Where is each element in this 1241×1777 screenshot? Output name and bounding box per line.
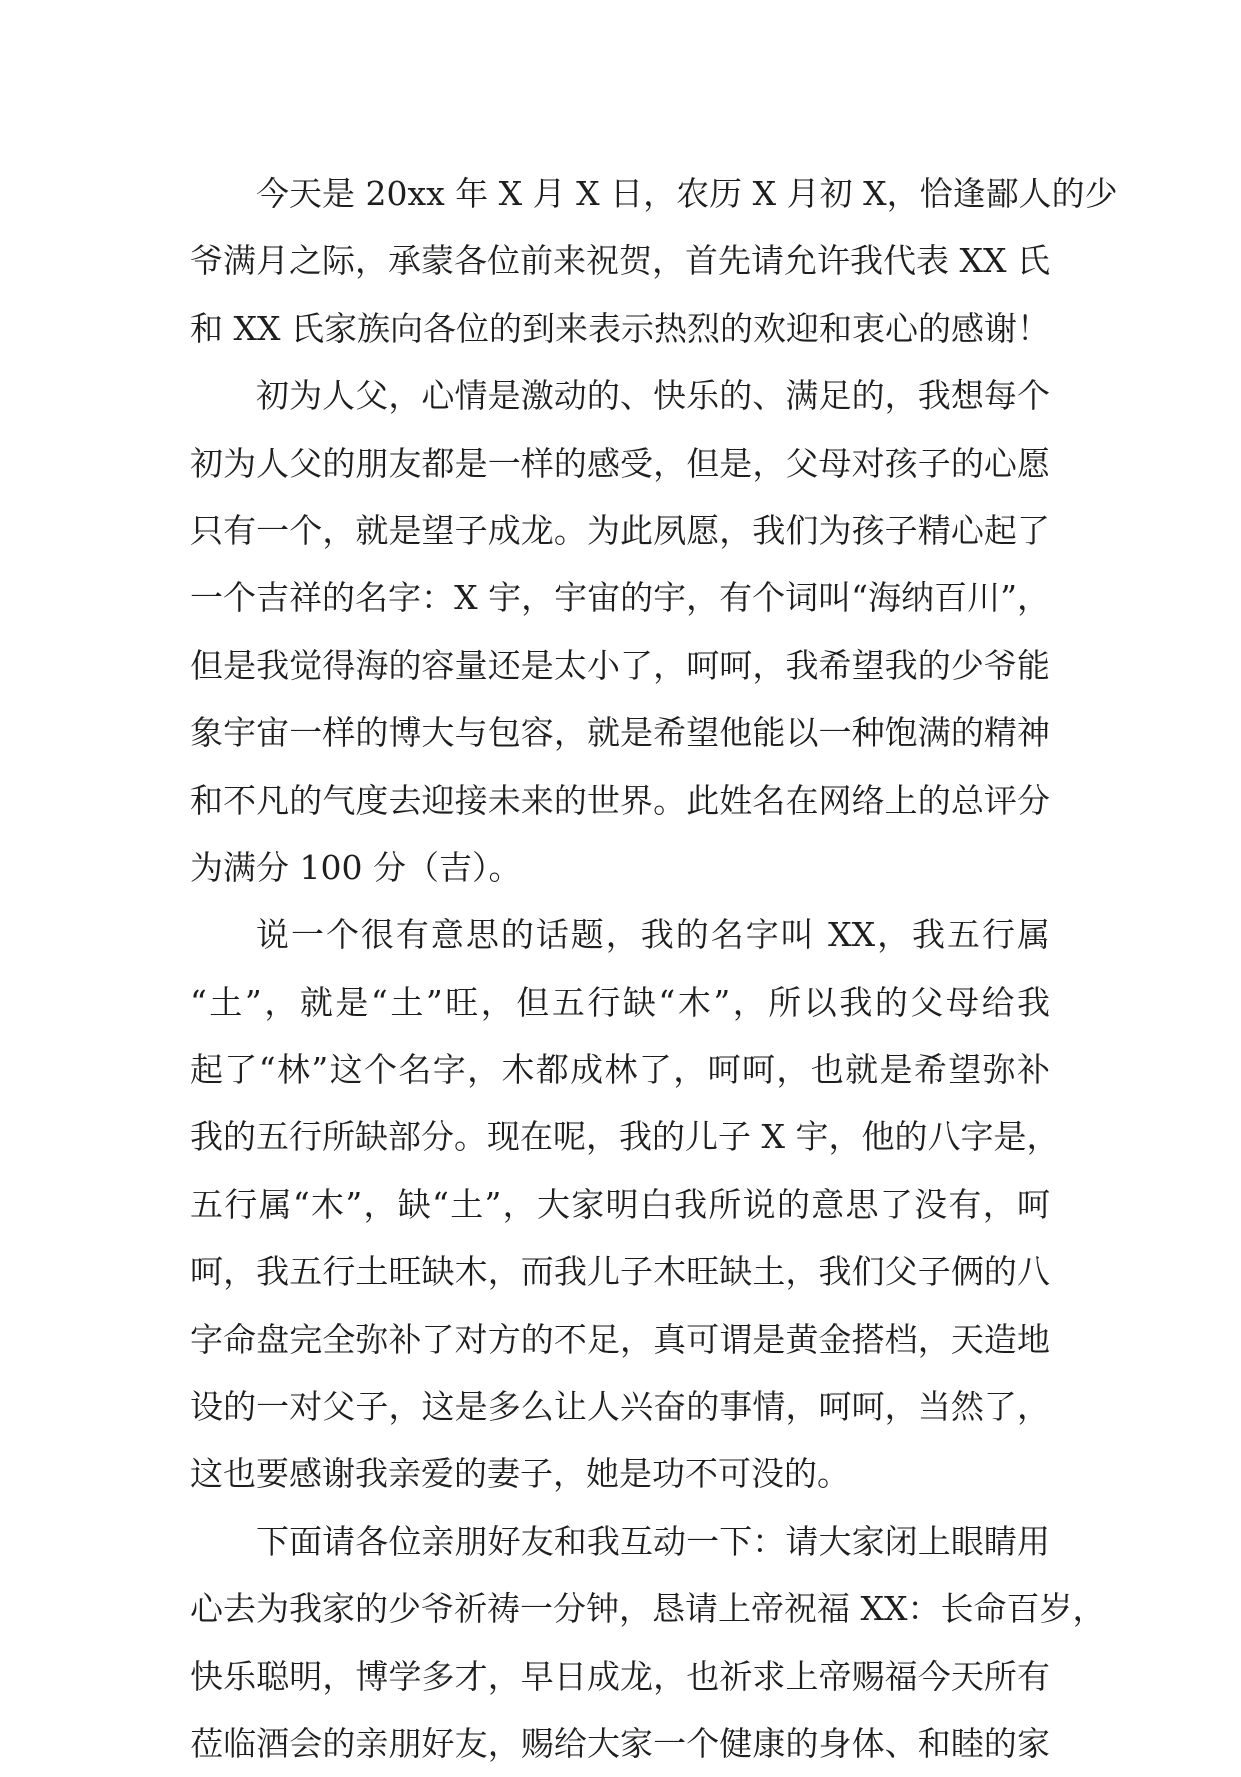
text-line: 爷满月之际，承蒙各位前来祝贺，首先请允许我代表 XX 氏	[190, 241, 1050, 281]
text-line: 只有一个，就是望子成龙。为此夙愿，我们为孩子精心起了	[190, 510, 1050, 550]
text-line: 字命盘完全弥补了对方的不足，真可谓是黄金搭档，天造地	[190, 1319, 1050, 1359]
text-line: 和 XX 氏家族向各位的到来表示热烈的欢迎和衷心的感谢！	[190, 308, 1050, 348]
text-line: 象宇宙一样的博大与包容，就是希望他能以一种饱满的精神	[190, 713, 1050, 753]
text-line: 下面请各位亲朋好友和我互动一下：请大家闭上眼睛用	[256, 1521, 1050, 1561]
text-line: 莅临酒会的亲朋好友，赐给大家一个健康的身体、和睦的家	[190, 1723, 1050, 1763]
paragraph-1	[190, 160, 1118, 362]
text-line: 这也要感谢我亲爱的妻子，她是功不可没的。	[190, 1454, 850, 1494]
text-line: 五行属“木”，缺“土”，大家明白我所说的意思了没有，呵	[190, 1184, 1050, 1224]
text-line: 起了“林”这个名字，木都成林了，呵呵，也就是希望弥补	[190, 1050, 1050, 1090]
text-line: 我的五行所缺部分。现在呢，我的儿子 X 宇，他的八字是，	[190, 1117, 1060, 1157]
text-line: 一个吉祥的名字：X 宇，宇宙的宇，有个词叫“海纳百川”，	[190, 578, 1050, 618]
text-line: 和不凡的气度去迎接未来的世界。此姓名在网络上的总评分	[190, 780, 1050, 820]
text-line: 快乐聪明，博学多才，早日成龙，也祈求上帝赐福今天所有	[190, 1656, 1050, 1696]
text-line: 说一个很有意思的话题，我的名字叫 XX，我五行属	[256, 915, 1050, 955]
text-line: 初为人父的朋友都是一样的感受，但是，父母对孩子的心愿	[190, 443, 1050, 483]
text-line: 今天是 20xx 年 X 月 X 日，农历 X 月初 X，恰逢鄙人的少	[256, 174, 1118, 213]
text-line: 但是我觉得海的容量还是太小了，呵呵，我希望我的少爷能	[190, 645, 1050, 685]
text-line: 初为人父，心情是激动的、快乐的、满足的，我想每个	[256, 376, 1050, 416]
text-line: 心去为我家的少爷祈祷一分钟，恳请上帝祝福 XX：长命百岁，	[190, 1589, 1106, 1629]
text-line: 呵，我五行土旺缺木，而我儿子木旺缺土，我们父子俩的八	[190, 1252, 1050, 1292]
text-line: 为满分 100 分（吉）。	[190, 847, 522, 887]
text-line: 设的一对父子，这是多么让人兴奋的事情，呵呵，当然了，	[190, 1387, 1050, 1427]
paragraph-4	[190, 1508, 1106, 1777]
document-body	[190, 160, 1118, 1777]
paragraph-2	[190, 362, 1050, 901]
text-line: “土”，就是“土”旺，但五行缺“木”，所以我的父母给我	[190, 982, 1050, 1022]
paragraph-3	[190, 901, 1060, 1508]
